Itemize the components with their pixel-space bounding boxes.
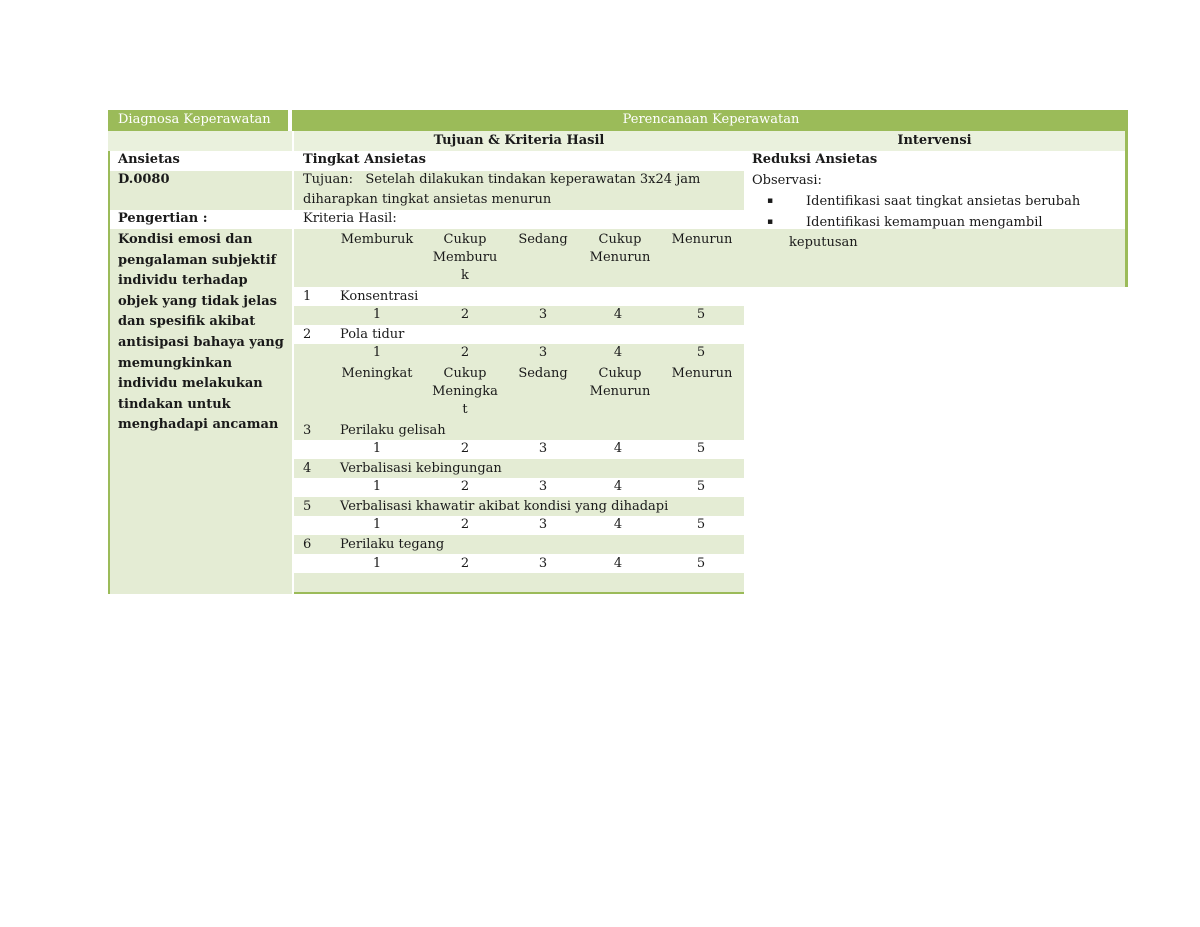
scale-label: Meningkat [341, 366, 413, 381]
scale-label: Memburuk [340, 232, 414, 247]
definition-line: Kondisi emosi dan [118, 232, 253, 247]
definition-line: antisipasi bahaya yang [118, 334, 284, 350]
score-value: 2 [460, 345, 470, 360]
definition-line: dan spesifik akibat [118, 314, 256, 330]
diagnosa-definition [118, 230, 290, 436]
score-value: 1 [372, 556, 382, 571]
score-value: 5 [696, 517, 706, 532]
intervensi-name: Reduksi Ansietas [752, 152, 878, 167]
perencanaan-title: Perencanaan Keperawatan [622, 112, 800, 127]
observasi-item: Identifikasi kemampuan mengambil [806, 215, 1043, 230]
bullet-icon: ▪ [767, 196, 774, 206]
score-value: 4 [613, 345, 623, 360]
score-value: 5 [696, 441, 706, 456]
criteria-no: 5 [303, 499, 312, 514]
score-value: 3 [538, 556, 548, 571]
criteria-label: Pola tidur [340, 327, 405, 342]
criteria-label: Perilaku tegang [340, 537, 445, 552]
score-value: 4 [613, 307, 623, 322]
scale-label: Cukup Memburu k [432, 232, 498, 283]
score-value: 2 [460, 556, 470, 571]
header-divider [288, 110, 292, 131]
score-value: 2 [460, 517, 470, 532]
table-footer-band [294, 573, 744, 594]
score-value: 1 [372, 479, 382, 494]
intervensi-border [1125, 151, 1128, 229]
definition-line: tindakan untuk [118, 396, 231, 412]
bullet-icon: ▪ [767, 217, 774, 227]
score-value: 1 [372, 517, 382, 532]
score-value: 1 [372, 441, 382, 456]
criteria-no: 4 [303, 461, 312, 476]
definition-line: individu terhadap [118, 273, 248, 289]
score-value: 3 [538, 345, 548, 360]
observasi-item: Identifikasi saat tingkat ansietas berubah [806, 194, 1081, 209]
score-value: 5 [696, 345, 706, 360]
diagnosa-title: Diagnosa Keperawatan [118, 112, 271, 127]
score-value: 5 [696, 479, 706, 494]
score-value: 5 [696, 307, 706, 322]
tujuan-title: Tujuan & Kriteria Hasil [433, 133, 605, 148]
score-value: 5 [696, 556, 706, 571]
definition-line: individu melakukan [118, 376, 263, 392]
scale-label: Sedang [518, 366, 568, 381]
score-value: 3 [538, 441, 548, 456]
score-value: 2 [460, 441, 470, 456]
score-value: 1 [372, 345, 382, 360]
criteria-no: 2 [303, 327, 312, 342]
criteria-label: Perilaku gelisah [340, 423, 446, 438]
criteria-no: 1 [303, 289, 312, 304]
diagnosa-name: Ansietas [118, 152, 180, 167]
score-value: 4 [613, 479, 623, 494]
score-value: 3 [538, 307, 548, 322]
intervensi-title: Intervensi [897, 133, 972, 148]
score-value: 4 [613, 517, 623, 532]
goal-line-2: diharapkan tingkat ansietas menurun [303, 192, 552, 207]
score-value: 4 [613, 556, 623, 571]
scale-label: Cukup Meningka t [432, 366, 498, 417]
outcome-title: Tingkat Ansietas [303, 152, 426, 167]
scale-label: Cukup Menurun [589, 232, 651, 265]
criteria-label: Konsentrasi [340, 289, 419, 304]
score-value: 4 [613, 441, 623, 456]
scale-label: Menurun [671, 232, 733, 247]
scale-label: Menurun [671, 366, 733, 381]
definition-line: memungkinkan [118, 355, 233, 371]
pengertian-label: Pengertian : [118, 211, 208, 226]
scale-label: Sedang [518, 232, 568, 247]
scale-label: Cukup Menurun [589, 366, 651, 399]
criteria-label: Verbalisasi khawatir akibat kondisi yang dihadapi [340, 499, 669, 514]
definition-line: menghadapi ancaman [118, 417, 279, 433]
criteria-no: 3 [303, 423, 312, 438]
kriteria-label: Kriteria Hasil: [303, 211, 397, 226]
definition-line: objek yang tidak jelas [118, 293, 277, 309]
observasi-label: Observasi: [752, 173, 822, 188]
definition-line: pengalaman subjektif [118, 252, 277, 268]
score-value: 2 [460, 307, 470, 322]
goal-line-1: Tujuan: Setelah dilakukan tindakan keperawatan 3x24 jam [303, 172, 701, 187]
criteria-no: 6 [303, 537, 312, 552]
diagnosa-code: D.0080 [118, 172, 170, 187]
score-value: 3 [538, 517, 548, 532]
diagnosa-header-fill [108, 131, 292, 151]
score-value: 2 [460, 479, 470, 494]
criteria-label: Verbalisasi kebingungan [340, 461, 502, 476]
observasi-item-continued: keputusan [789, 235, 858, 250]
score-value: 3 [538, 479, 548, 494]
score-value: 1 [372, 307, 382, 322]
